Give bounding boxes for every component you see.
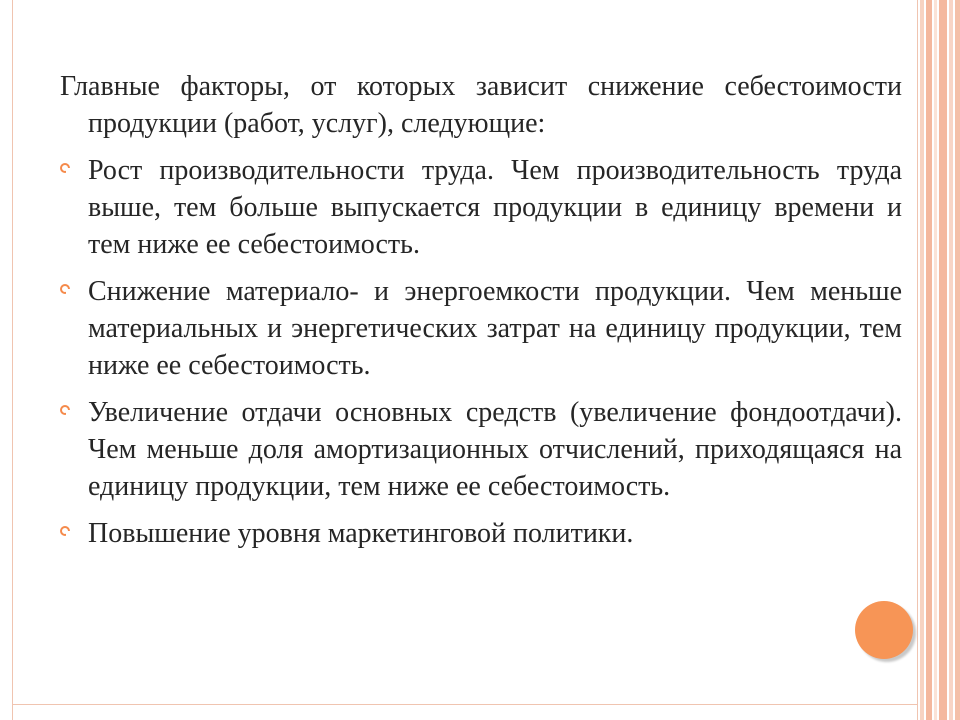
bullet-item <box>60 273 902 384</box>
decorative-stripe <box>939 0 947 720</box>
bullet-text: Снижение материало- и энергоемкости продукции. Чем меньше материальных и энергетических затрат на единицу продукции, тем ниже ее себестоимость. <box>88 276 902 381</box>
decorative-stripe <box>934 0 937 720</box>
bullet-item <box>60 394 902 505</box>
bullet-text: Рост производительности труда. Чем производительность труда выше, тем больше выпускается продукции в единицу времени и тем ниже ее себестоимость. <box>88 155 902 260</box>
ring-bullet-icon <box>60 284 70 294</box>
bullet-item <box>60 515 902 552</box>
ring-bullet-icon <box>60 405 70 415</box>
bullet-text: Повышение уровня маркетинговой политики. <box>88 518 634 549</box>
orange-circle-icon <box>855 601 913 659</box>
ring-bullet-icon <box>60 163 70 173</box>
intro-text: Главные факторы, от которых зависит снижение себестоимости продукции (работ, услуг), следующие: <box>60 71 902 139</box>
frame-line-right <box>917 0 918 720</box>
slide-body <box>60 68 902 562</box>
decorative-stripe <box>920 0 924 720</box>
bullet-text: Увеличение отдачи основных средств (увеличение фондоотдачи). Чем меньше доля амортизационных отчислений, приходящаяся на единицу продукции, тем ниже ее себестоимость. <box>88 397 902 502</box>
frame-line-bottom <box>12 704 918 705</box>
decorative-stripe <box>955 0 960 720</box>
intro-paragraph <box>60 68 902 142</box>
bullet-item <box>60 152 902 263</box>
decorative-stripe <box>949 0 953 720</box>
frame-line-left <box>12 0 13 720</box>
decorative-stripe <box>926 0 932 720</box>
ring-bullet-icon <box>60 526 70 536</box>
